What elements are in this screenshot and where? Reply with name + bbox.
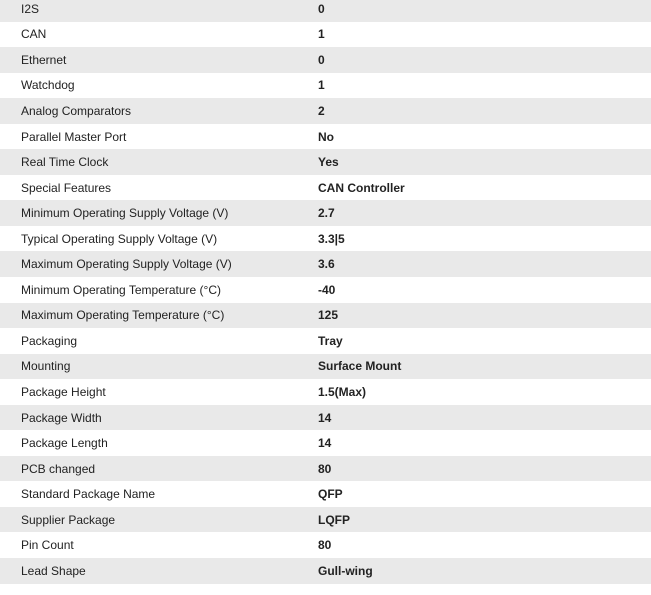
spec-value: 125 bbox=[318, 308, 339, 323]
spec-row-special-features bbox=[0, 175, 651, 201]
spec-label: Package Width bbox=[21, 410, 102, 425]
spec-value: 2 bbox=[318, 103, 325, 118]
spec-value: Tray bbox=[318, 333, 343, 348]
spec-row-analog-comparators bbox=[0, 98, 651, 124]
spec-value: CAN Controller bbox=[318, 180, 405, 195]
spec-value: 1 bbox=[318, 78, 325, 93]
spec-value: 0 bbox=[318, 52, 325, 67]
spec-label: Pin Count bbox=[21, 538, 74, 553]
spec-row-package-width bbox=[0, 405, 651, 431]
spec-label: Mounting bbox=[21, 359, 71, 374]
spec-row-min-temperature bbox=[0, 277, 651, 303]
spec-value: 14 bbox=[318, 410, 332, 425]
spec-label: Real Time Clock bbox=[21, 155, 109, 170]
spec-row-max-supply-voltage bbox=[0, 251, 651, 277]
spec-value: Surface Mount bbox=[318, 359, 402, 374]
spec-row-i2s bbox=[0, 0, 651, 22]
spec-row-pcb-changed bbox=[0, 456, 651, 482]
spec-label: I2S bbox=[21, 1, 40, 16]
spec-label: Supplier Package bbox=[21, 512, 116, 527]
spec-label: Standard Package Name bbox=[21, 487, 156, 502]
spec-row-can bbox=[0, 22, 651, 48]
spec-row-package-length bbox=[0, 430, 651, 456]
spec-row-parallel-master-port bbox=[0, 124, 651, 150]
spec-value: 1 bbox=[318, 27, 325, 42]
spec-value: 3.3|5 bbox=[318, 231, 345, 246]
spec-value: Yes bbox=[318, 155, 339, 170]
spec-row-watchdog bbox=[0, 73, 651, 99]
spec-row-min-supply-voltage bbox=[0, 200, 651, 226]
spec-value: 3.6 bbox=[318, 257, 335, 272]
spec-row-packaging bbox=[0, 328, 651, 354]
spec-label: PCB changed bbox=[21, 461, 96, 476]
spec-value: No bbox=[318, 129, 334, 144]
spec-row-package-height bbox=[0, 379, 651, 405]
spec-row-max-temperature bbox=[0, 303, 651, 329]
spec-row-supplier-package bbox=[0, 507, 651, 533]
spec-value: Gull-wing bbox=[318, 563, 373, 578]
spec-value: QFP bbox=[318, 487, 343, 502]
spec-row-mounting bbox=[0, 354, 651, 380]
spec-value: 1.5(Max) bbox=[318, 384, 367, 399]
spec-row-real-time-clock bbox=[0, 149, 651, 175]
spec-label: Typical Operating Supply Voltage (V) bbox=[21, 231, 218, 246]
spec-label: Package Height bbox=[21, 384, 106, 399]
spec-value: 80 bbox=[318, 538, 332, 553]
spec-label: Parallel Master Port bbox=[21, 129, 127, 144]
spec-label: CAN bbox=[21, 27, 47, 42]
spec-label: Analog Comparators bbox=[21, 103, 132, 118]
spec-value: -40 bbox=[318, 282, 336, 297]
spec-value: 80 bbox=[318, 461, 332, 476]
spec-label: Watchdog bbox=[21, 78, 75, 93]
spec-value: LQFP bbox=[318, 512, 350, 527]
spec-row-standard-package-name bbox=[0, 481, 651, 507]
spec-label: Maximum Operating Temperature (°C) bbox=[21, 308, 225, 323]
spec-label: Ethernet bbox=[21, 52, 67, 67]
spec-value: 0 bbox=[318, 1, 325, 16]
spec-label: Lead Shape bbox=[21, 563, 86, 578]
spec-label: Maximum Operating Supply Voltage (V) bbox=[21, 257, 232, 272]
spec-row-lead-shape bbox=[0, 558, 651, 584]
spec-label: Special Features bbox=[21, 180, 112, 195]
spec-label: Minimum Operating Temperature (°C) bbox=[21, 282, 221, 297]
spec-value: 14 bbox=[318, 436, 332, 451]
spec-value: 2.7 bbox=[318, 206, 335, 221]
spec-label: Package Length bbox=[21, 436, 108, 451]
spec-row-pin-count bbox=[0, 532, 651, 558]
spec-label: Minimum Operating Supply Voltage (V) bbox=[21, 206, 229, 221]
spec-label: Packaging bbox=[21, 333, 78, 348]
spec-row-typ-supply-voltage bbox=[0, 226, 651, 252]
spec-row-ethernet bbox=[0, 47, 651, 73]
